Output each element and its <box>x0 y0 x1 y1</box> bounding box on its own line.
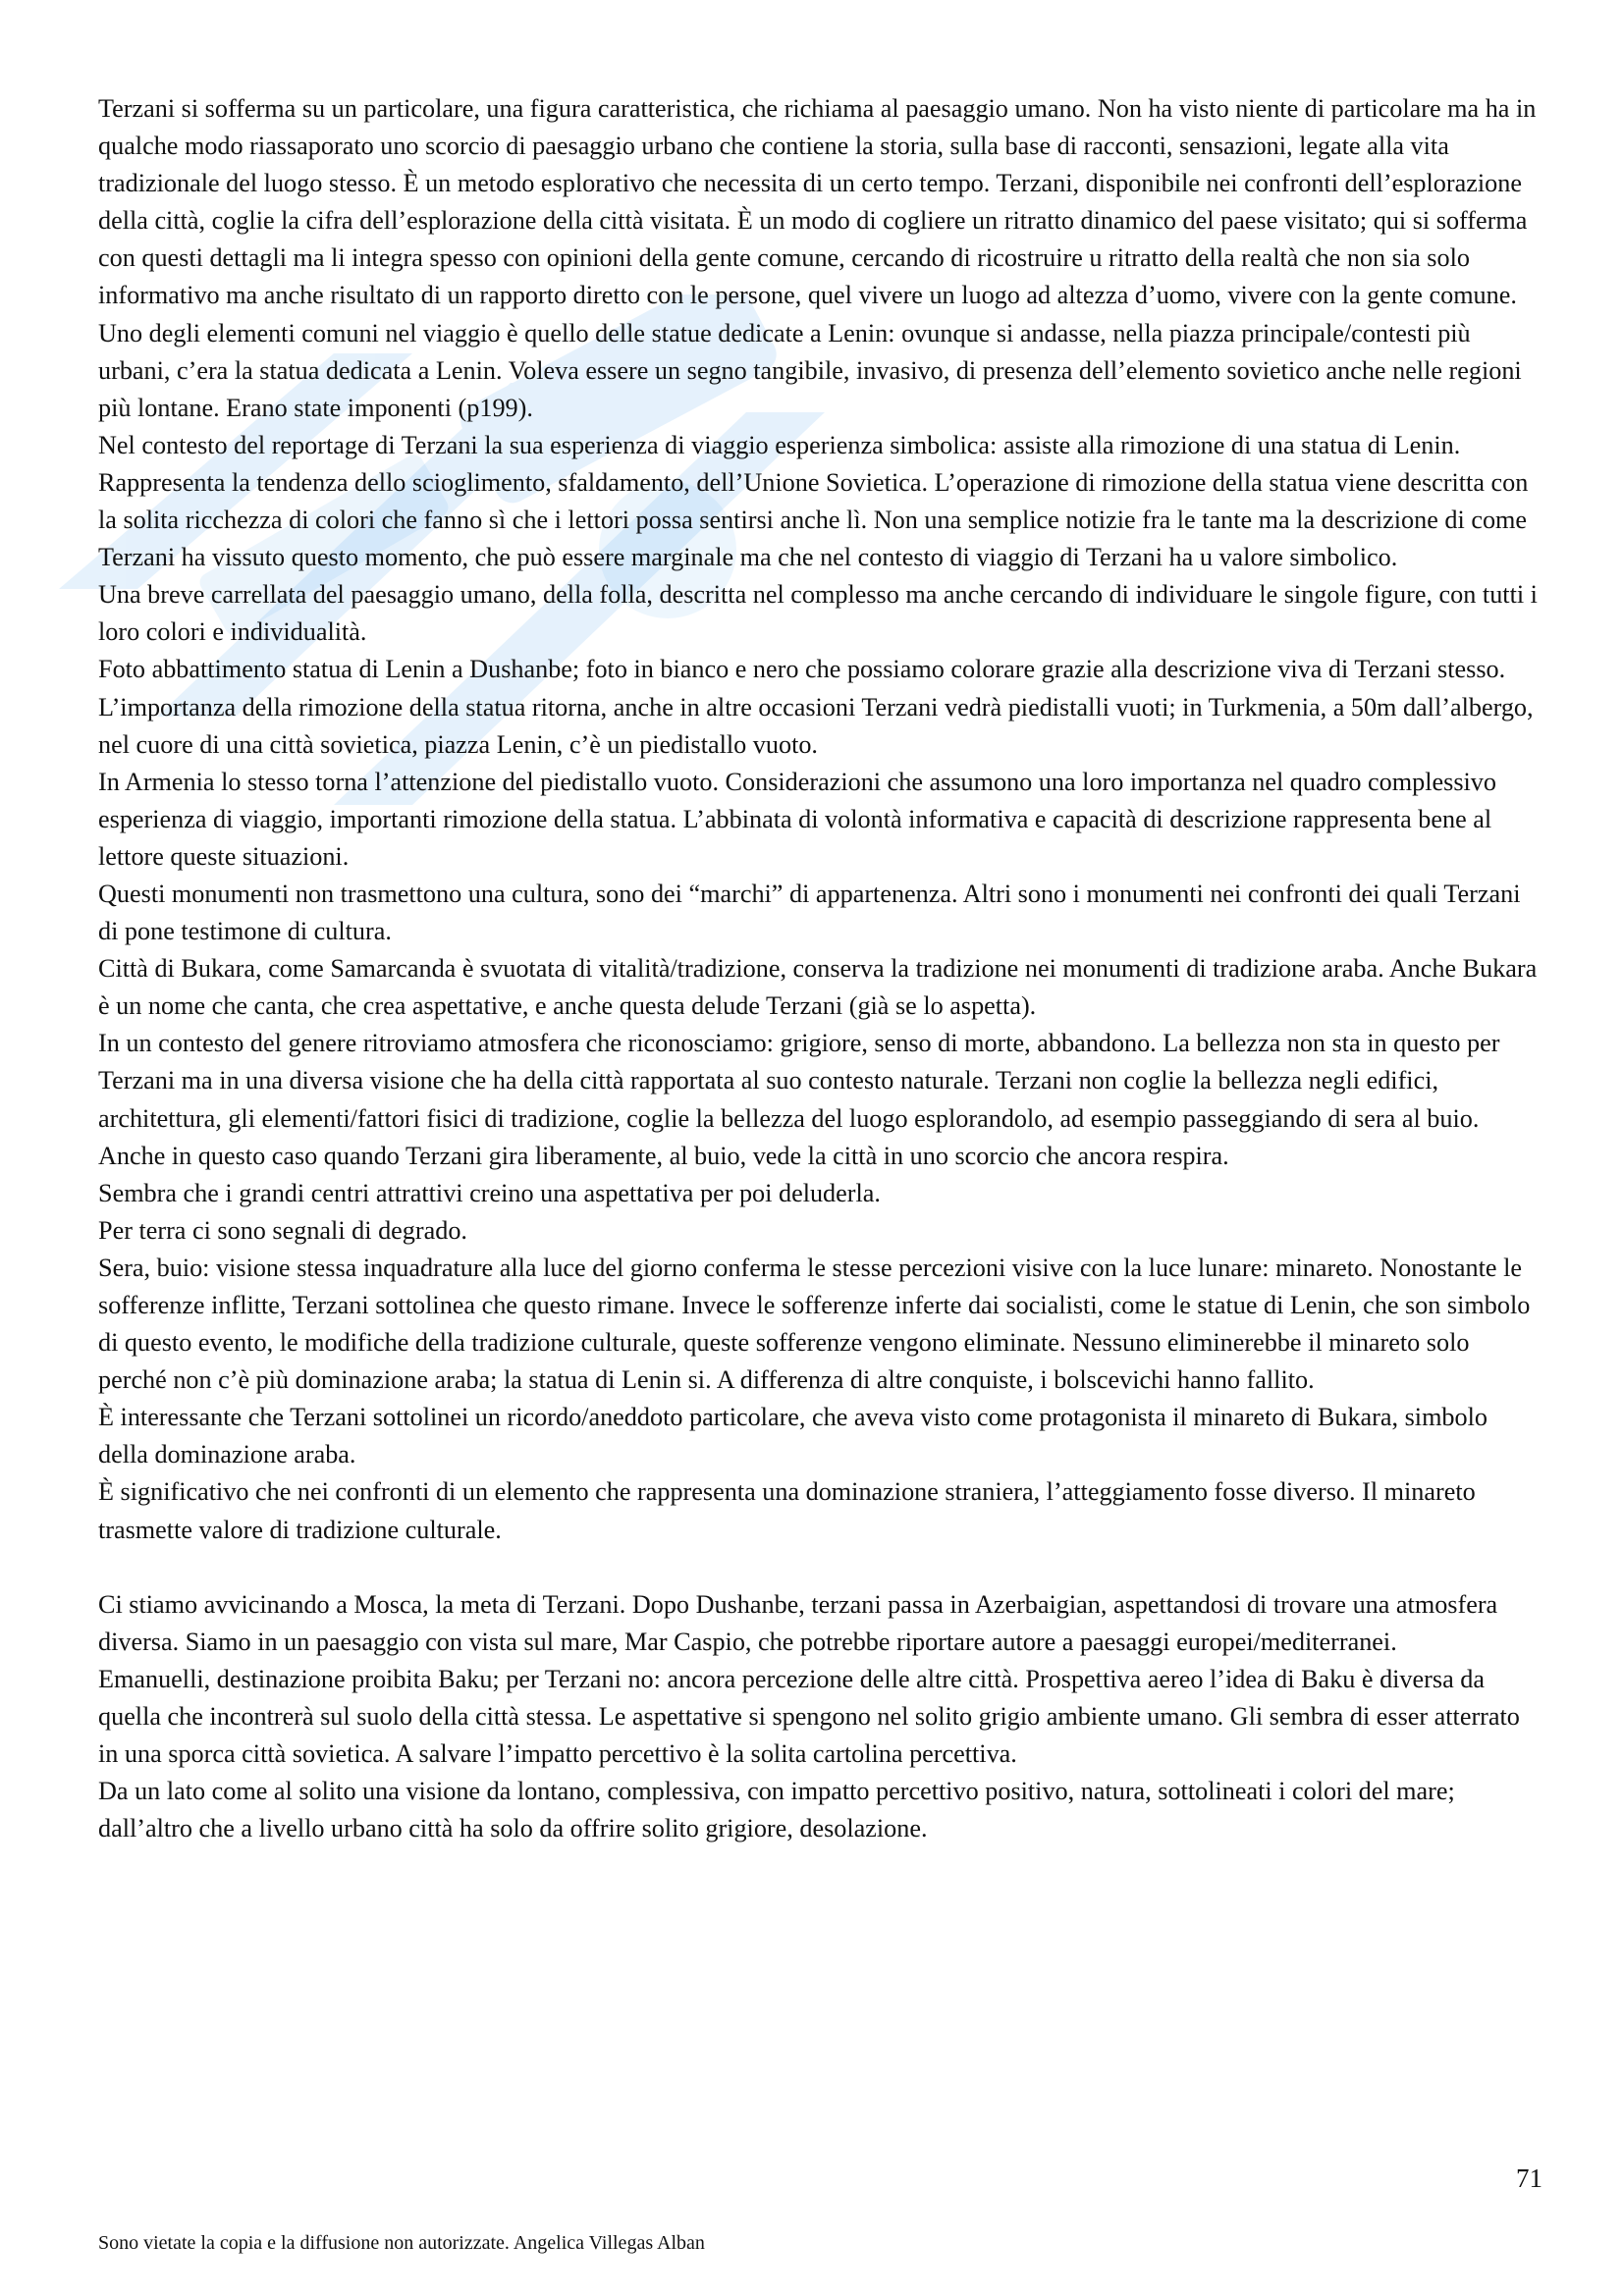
paragraph: Anche in questo caso quando Terzani gira liberamente, al buio, vede la città in uno scorcio che ancora respira. <box>98 1141 1229 1170</box>
paragraph: Uno degli elementi comuni nel viaggio è quello delle statue dedicate a Lenin: ovunque si andasse, nella piazza principale/contesti più urbani, c’era la statua dedicata a Lenin. Voleva essere un segno tangibile, invasivo, di presenza dell’elemento sovietico anche nelle regioni più lontane. Erano state imponenti (p199). <box>98 318 1522 422</box>
paragraph: Città di Bukara, come Samarcanda è svuotata di vitalità/tradizione, conserva la tradizione nei monumenti di tradizione araba. Anche Bukara è un nome che canta, che crea aspettative, e anche questa delude Terzani (già se lo aspetta). <box>98 954 1538 1021</box>
paragraph: Ci stiamo avvicinando a Mosca, la meta di Terzani. Dopo Dushanbe, terzani passa in Azerbaigian, aspettandosi di trovare una atmosfera diversa. Siamo in un paesaggio con vista sul mare, Mar Caspio, che potrebbe riportare autore a paesaggi europei/mediterranei. <box>98 1589 1498 1656</box>
footer-disclaimer: Sono vietate la copia e la diffusione non autorizzate. Angelica Villegas Alban <box>98 2232 705 2254</box>
paragraph: Terzani si sofferma su un particolare, una figura caratteristica, che richiama al paesaggio umano. Non ha visto niente di particolare ma ha in qualche modo riassaporato uno scorcio di paesaggio urbano che contiene la storia, sulla base di racconti, sensazioni, legate alla vita tradizionale del luogo stesso. È un metodo esplorativo che necessita di un certo tempo. Terzani, disponibile nei confronti dell’esplorazione della città, coglie la cifra dell’esplorazione della città visitata. È un modo di cogliere un ritratto dinamico del paese visitato; qui si sofferma con questi dettagli ma li integra spesso con opinioni della gente comune, cercando di ricostruire u ritratto della realtà che non sia solo informativo ma anche risultato di un rapporto diretto con le persone, quel vivere un luogo ad altezza d’uomo, vivere con la gente comune. <box>98 94 1537 310</box>
paragraph-spacer <box>98 1549 1542 1586</box>
paragraph: Questi monumenti non trasmettono una cultura, sono dei “marchi” di appartenenza. Altri sono i monumenti nei confronti dei quali Terzani di pone testimone di cultura. <box>98 879 1521 946</box>
paragraph: Foto abbattimento statua di Lenin a Dushanbe; foto in bianco e nero che possiamo colorare grazie alla descrizione viva di Terzani stesso. L’importanza della rimozione della statua ritorna, anche in altre occasioni Terzani vedrà piedistalli vuoti; in Turkmenia, a 50m dall’albergo, nel cuore di una città sovietica, piazza Lenin, c’è un piedistallo vuoto. <box>98 655 1534 759</box>
paragraph: In Armenia lo stesso torna l’attenzione del piedistallo vuoto. Considerazioni che assumono una loro importanza nel quadro complessivo esperienza di viaggio, importanti rimozione della statua. L’abbinata di volontà informativa e capacità di descrizione rappresenta bene al lettore queste situazioni. <box>98 767 1496 871</box>
paragraph: In un contesto del genere ritroviamo atmosfera che riconosciamo: grigiore, senso di morte, abbandono. La bellezza non sta in questo per Terzani ma in una diversa visione che ha della città rapportata al suo contesto naturale. Terzani non coglie la bellezza negli edifici, architettura, gli elementi/fattori fisici di tradizione, coglie la bellezza del luogo esplorandolo, ad esempio passeggiando di sera al buio. <box>98 1029 1500 1133</box>
page-number: 71 <box>1516 2163 1542 2193</box>
paragraph: Una breve carrellata del paesaggio umano, della folla, descritta nel complesso ma anche cercando di individuare le singole figure, con tutti i loro colori e individualità. <box>98 580 1538 647</box>
paragraph: È interessante che Terzani sottolinei un ricordo/aneddoto particolare, che aveva visto come protagonista il minareto di Bukara, simbolo della dominazione araba. <box>98 1403 1488 1469</box>
paragraph: Emanuelli, destinazione proibita Baku; per Terzani no: ancora percezione delle altre città. Prospettiva aereo l’idea di Baku è diversa da quella che incontrerà sul suolo della città stessa. Le aspettative si spengono nel solito grigio ambiente umano. Gli sembra di esser atterrato in una sporca città sovietica. A salvare l’impatto percettivo è la solita cartolina percettiva. <box>98 1664 1520 1769</box>
paragraph: Per terra ci sono segnali di degrado. <box>98 1215 467 1245</box>
paragraph: Sera, buio: visione stessa inquadrature alla luce del giorno conferma le stesse percezioni visive con la luce lunare: minareto. Nonostante le sofferenze inflitte, Terzani sottolinea che questo rimane. Invece le sofferenze inferte dai socialisti, come le statue di Lenin, che son simbolo di questo evento, le modifiche della tradizione culturale, queste sofferenze vengono eliminate. Nessuno eliminerebbe il minareto solo perché non c’è più dominazione araba; la statua di Lenin si. A differenza di altre conquiste, i bolscevichi hanno fallito. <box>98 1253 1531 1395</box>
paragraph: Da un lato come al solito una visione da lontano, complessiva, con impatto percettivo positivo, natura, sottolineati i colori del mare; dall’altro che a livello urbano città ha solo da offrire solito grigiore, desolazione. <box>98 1777 1455 1843</box>
body-text <box>98 90 1542 1847</box>
paragraph: Sembra che i grandi centri attrattivi creino una aspettativa per poi deluderla. <box>98 1178 881 1207</box>
paragraph: È significativo che nei confronti di un elemento che rappresenta una dominazione straniera, l’atteggiamento fosse diverso. Il minareto trasmette valore di tradizione culturale. <box>98 1477 1476 1544</box>
paragraph: Nel contesto del reportage di Terzani la sua esperienza di viaggio esperienza simbolica: assiste alla rimozione di una statua di Lenin. Rappresenta la tendenza dello scioglimento, sfaldamento, dell’Unione Sovietica. L’operazione di rimozione della statua viene descritta con la solita ricchezza di colori che fanno sì che i lettori possa sentirsi anche lì. Non una semplice notizie fra le tante ma la descrizione di come Terzani ha vissuto questo momento, che può essere marginale ma che nel contesto di viaggio di Terzani ha u valore simbolico. <box>98 430 1529 572</box>
